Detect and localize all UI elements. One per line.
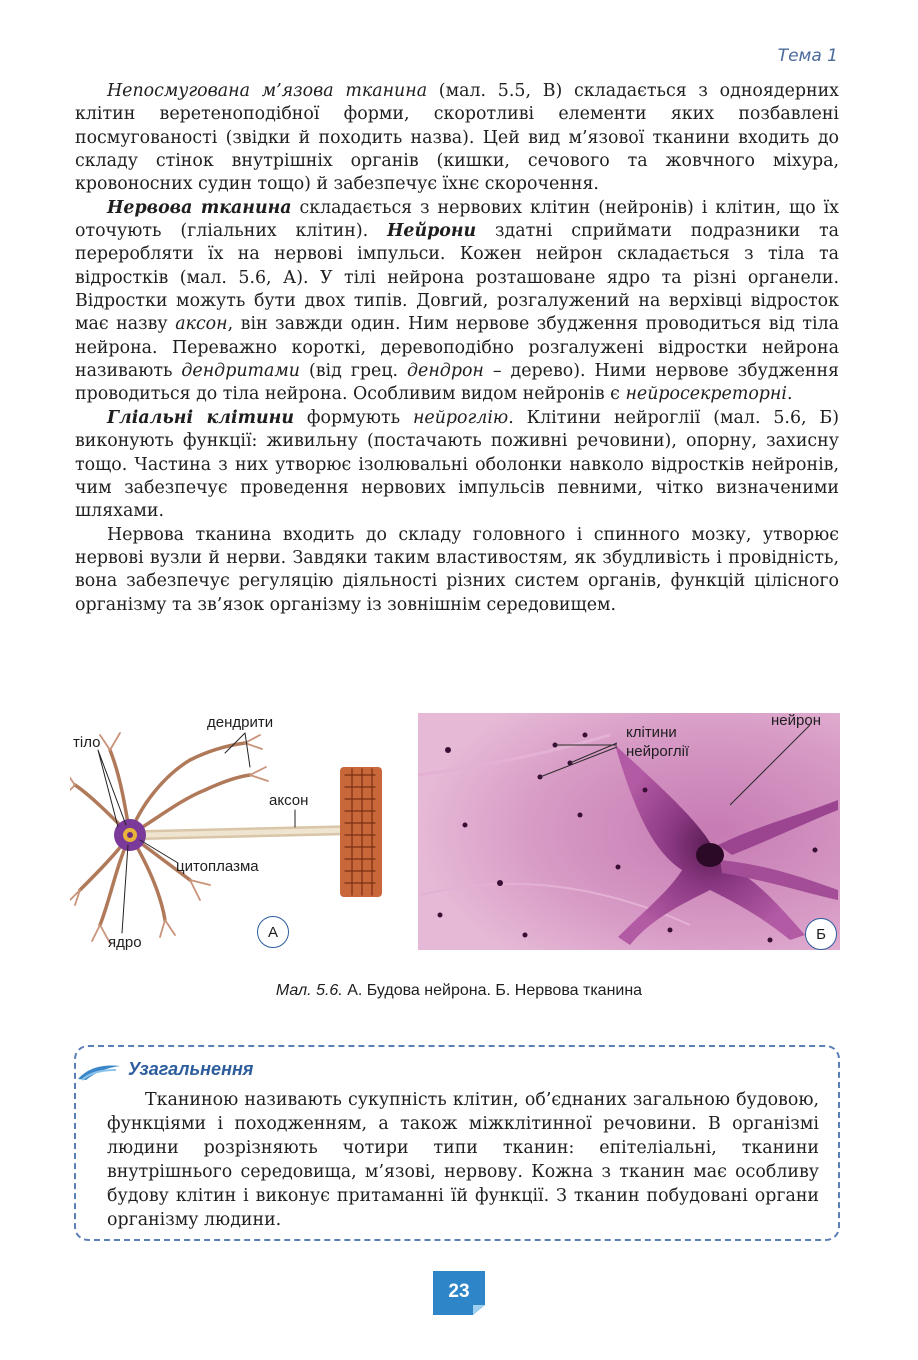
main-text (75, 80, 839, 617)
figure-caption (0, 982, 918, 1000)
page-number (433, 1271, 485, 1319)
figure-5-6 (70, 705, 840, 955)
term: Нейрони (386, 221, 477, 242)
label-neuron: нейрон (771, 712, 821, 729)
text: , він завжди один. Ним нервове збудження проводиться від тіла нейрона. Переважно короткі, деревоподібно розгалужені відростки нейрона називають (75, 314, 839, 382)
text: (від грец. (300, 361, 408, 382)
caption-ref: Мал. 5.6. (275, 982, 343, 999)
summary-paragraph: Тканиною називають сукупність клітин, об’єднаних загальною будовою, функціями і походженням, а також міжклітинної речовини. В організмі людини розрізняють чотири типи тканин: епітеліальні, тканини внутрішнього середовища, м’язові, нервову. Кожна з тканин має особливу будову клітин і виконує притаманні їй функції. З тканин побудовані органи організму людини. (107, 1090, 819, 1230)
text: . Клітини нейроглії (мал. 5.6, Б) виконують функції: живильну (постачають поживні речовини), опорну, захисну тощо. Частина з них утворює ізолювальні оболонки навколо відростків нейронів, чим забезпечує проведення нервових імпульсів певними, чітко визначеними шляхами. (75, 407, 840, 522)
badge-b: Б (805, 918, 837, 950)
wave-icon (76, 1062, 122, 1082)
term: аксон (175, 314, 228, 335)
text: – дерево). Ними нервове збудження проводиться до тіла нейрона. Особливим видом нейронів є (75, 361, 840, 405)
text: . (786, 384, 793, 405)
caption-text: А. Будова нейрона. Б. Нервова тканина (342, 982, 643, 999)
term: нейроглію (412, 407, 509, 428)
text: формують (293, 407, 413, 428)
term: нейросекреторні (625, 384, 787, 405)
neuron-illustration (70, 705, 840, 955)
paragraph-smooth-muscle (75, 80, 839, 197)
paragraph-glial-cells (75, 407, 839, 524)
summary-title: Узагальнення (128, 1059, 254, 1079)
term: Нервова тканина (107, 197, 292, 218)
label-nucleus: ядро (108, 934, 142, 951)
label-dendrites: дендрити (207, 714, 274, 731)
term: дендритами (181, 361, 301, 382)
text: складається з нервових клітин (нейронів) і клітин, що їх оточують (гліальних клітин). (75, 197, 839, 242)
term: Непосмугована м’язова тканина (107, 81, 428, 101)
term: дендрон (407, 361, 484, 382)
label-axon: аксон (269, 792, 309, 809)
neuron-drawing (70, 733, 382, 943)
paragraph-nervous-tissue (75, 197, 839, 407)
label-cytoplasm: цитоплазма (176, 858, 259, 875)
paragraph-function (75, 524, 839, 617)
summary-text (107, 1088, 819, 1232)
text: здатні сприймати подразники та переробляти їх на нервові імпульси. Кожен нейрон складається з тіла та відростків (мал. 5.6, А). У тілі нейрона розташоване ядро та різні органели. Відростки можуть бути двох типів. Довгий, розгалужений на верхівці відросток має назву (75, 221, 839, 335)
term: Гліальні клітини (107, 407, 294, 428)
label-glia: клітини нейроглії (626, 724, 690, 760)
text: Нервова тканина входить до складу головного і спинного мозку, утворює нервові вузли й нерви. Завдяки таким властивостям, як збудливість і провідність, вона забезпечує регуляцію діяльності різних систем органів, функцій цілісного організму та зв’язок організму із зовнішнім середовищем. (75, 524, 839, 615)
badge-a: А (257, 916, 289, 948)
label-body: тіло (73, 734, 101, 751)
page-number-text: 23 (448, 1281, 470, 1302)
topic-header: Тема 1 (777, 46, 838, 66)
text: (мал. 5.5, В) складається з одноядерних клітин веретеноподібної форми, скоротливі елементи яких позбавлені посмугованості (звідки й походить назва). Цей вид м’язової тканини входить до складу стінок внутрішніх органів (кишки, сечового та жовчного міхура, кровоносних судин тощо) й забезпечує їхнє скорочення. (75, 81, 839, 195)
